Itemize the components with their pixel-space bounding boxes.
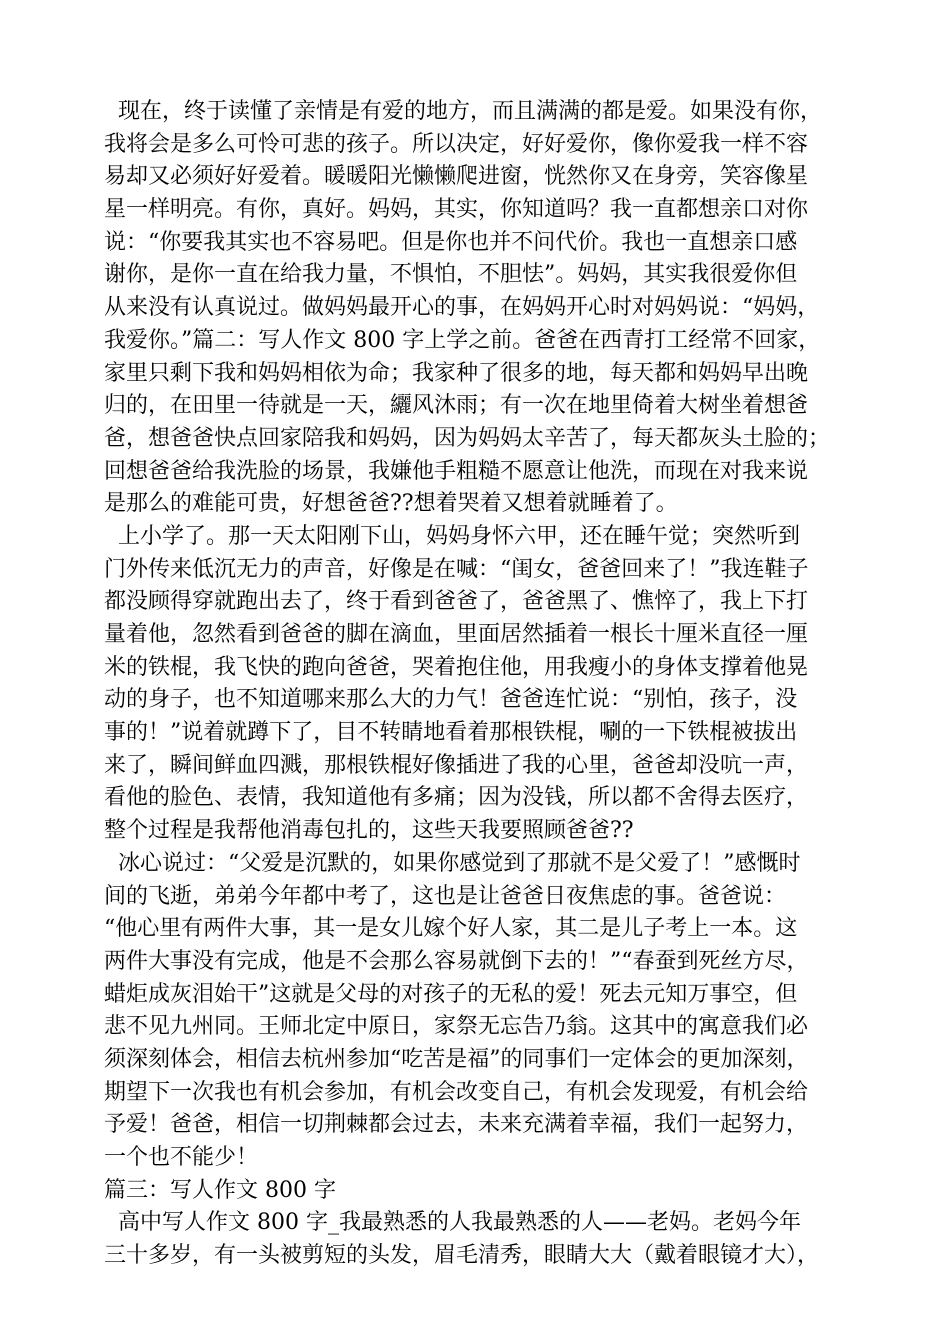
text-line: 上小学了。那一天太阳刚下山，妈妈身怀六甲，还在睡午觉；突然听到: [104, 523, 800, 549]
text-line: 回想爸爸给我洗脸的场景，我嫌他手粗糙不愿意让他洗，而现在对我来说: [104, 458, 809, 484]
text-line: 整个过程是我帮他消毒包扎的，这些天我要照顾爸爸??: [104, 818, 634, 844]
text-line: 冰心说过：“父爱是沉默的，如果你感觉到了那就不是父爱了！”感慨时: [104, 850, 801, 876]
text-line: 现在，终于读懂了亲情是有爱的地方，而且满满的都是爱。如果没有你，: [104, 99, 822, 124]
essay-text: [104, 96, 864, 1273]
text-line: 归的，在田里一待就是一天，纚风沐雨；有一次在地里倚着大树坐着想爸: [104, 393, 809, 419]
text-line: 须深刻体会，相信去杭州参加“吃苦是福”的同事们一定体会的更加深刻，: [104, 1046, 809, 1072]
text-line: 门外传来低沉无力的声音，好像是在喊：“闺女，爸爸回来了！”我连鞋子: [104, 556, 809, 582]
text-line: 间的飞逝，弟弟今年都中考了，这也是让爸爸日夜焦虑的事。爸爸说：: [104, 883, 787, 909]
text-line: 爸，想爸爸快点回家陪我和妈妈，因为妈妈太辛苦了，每天都灰头土脸的；: [104, 425, 831, 451]
text-line: 从来没有认真说过。做妈妈最开心的事，在妈妈开心时对妈妈说：“妈妈，: [104, 295, 820, 321]
text-line: 一个也不能少！: [104, 1145, 259, 1170]
section-heading: 篇三：写人作文 800 字: [104, 1177, 336, 1203]
text-line: 星一样明亮。有你，真好。妈妈，其实，你知道吗？我一直都想亲口对你: [104, 197, 809, 223]
text-line: 予爱！爸爸，相信一切荆棘都会过去，未来充满着幸福，我们一起努力，: [104, 1112, 809, 1138]
text-line: 都没顾得穿就跑出去了，终于看到爸爸了，爸爸黑了、憔悴了，我上下打: [104, 589, 809, 615]
text-line: 我将会是多么可怜可悲的孩子。所以决定，好好爱你，像你爱我一样不容: [104, 131, 809, 157]
text-line: 高中写人作文 800 字_我最熟悉的人我最熟悉的人——老妈。老妈今年: [104, 1210, 801, 1236]
text-line: 是那么的难能可贵，好想爸爸??想着哭着又想着就睡着了。: [104, 491, 678, 517]
text-line: 事的！”说着就蹲下了，目不转睛地看着那根铁棍，唰的一下铁棍被拔出: [104, 720, 798, 746]
text-line: 米的铁棍，我飞快的跑向爸爸，哭着抱住他，用我瘦小的身体支撑着他晃: [104, 654, 809, 680]
text-line: 三十多岁，有一头被剪短的头发，眉毛清秀，眼睛大大（戴着眼镜才大），: [104, 1243, 820, 1269]
text-line: 家里只剩下我和妈妈相依为命；我家种了很多的地，每天都和妈妈早出晚: [104, 360, 809, 386]
text-line: 量着他，忽然看到爸爸的脚在滴血，里面居然插着一根长十厘米直径一厘: [104, 622, 809, 647]
text-line: 两件大事没有完成，他是不会那么容易就倒下去的！”“春蚕到死丝方尽，: [104, 948, 809, 974]
text-line: 谢你，是你一直在给我力量，不惧怕，不胆怯”。妈妈，其实我很爱你但: [104, 262, 798, 288]
text-line: 期望下一次我也有机会参加，有机会改变自己，有机会发现爱，有机会给: [104, 1079, 809, 1105]
text-line: 说：“你要我其实也不容易吧。但是你也并不问代价。我也一直想亲口感: [104, 229, 798, 255]
text-line: 看他的脸色、表情，我知道他有多痛；因为没钱，所以都不舍得去医疗，: [104, 785, 809, 811]
text-line: 蜡炬成灰泪始干”这就是父母的对孩子的无私的爱！死去元知万事空，但: [104, 981, 798, 1007]
text-line: 易却又必须好好爱着。暖暖阳光懒懒爬进窗，恍然你又在身旁，笑容像星: [104, 164, 809, 190]
text-line: 来了，瞬间鲜血四溅，那根铁棍好像插进了我的心里，爸爸却没吭一声，: [104, 752, 809, 778]
text-line: “他心里有两件大事，其一是女儿嫁个好人家，其二是儿子考上一本。这: [104, 916, 798, 942]
text-line: 我爱你。”篇二：写人作文 800 字上学之前。爸爸在西青打工经常不回家，: [104, 327, 821, 353]
text-line: 动的身子，也不知道哪来那么大的力气！爸爸连忙说：“别怕，孩子，没: [104, 687, 798, 713]
text-line: 悲不见九州同。王师北定中原日，家祭无忘告乃翁。这其中的寓意我们必: [104, 1014, 809, 1040]
